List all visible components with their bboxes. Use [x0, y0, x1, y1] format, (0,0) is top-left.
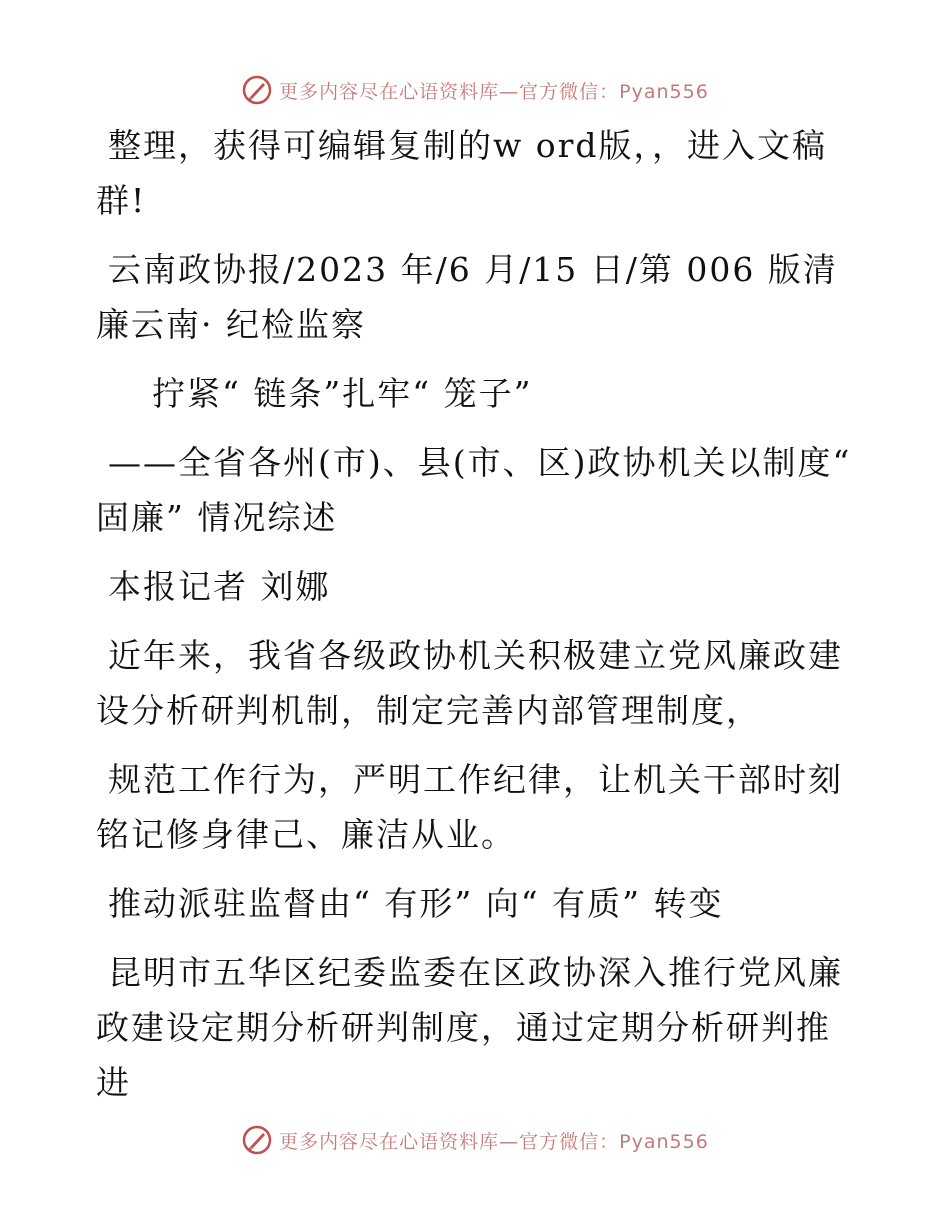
watermark-footer: [0, 1122, 950, 1158]
paragraph-intro: 整理，获得可编辑复制的w ord版，，进入文稿群!: [96, 126, 828, 220]
section-heading: 推动派驻监督由“ 有形” 向“ 有质” 转变: [108, 884, 724, 923]
paragraph-body-1: 近年来，我省各级政协机关积极建立党风廉政建设分析研判机制，制定完善内部管理制度，: [96, 636, 843, 730]
paragraph-body-2: 规范工作行为，严明工作纪律，让机关干部时刻铭记修身律己、廉洁从业。: [96, 760, 843, 854]
article-subtitle: ——全省各州(市)、县(市、区)政协机关以制度“ 固廉” 情况综述: [96, 443, 852, 537]
quill-logo-icon: [241, 1124, 273, 1156]
watermark-text: 更多内容尽在心语资料库—官方微信：Pyan556: [279, 80, 709, 103]
document-body: [96, 118, 856, 1124]
paragraph-body-3: 昆明市五华区纪委监委在区政协深入推行党风廉政建设定期分析研判制度，通过定期分析研判推进: [96, 953, 843, 1102]
watermark-header: [0, 72, 950, 108]
article-title: 拧紧“ 链条”扎牢“ 笼子”: [152, 374, 533, 413]
article-byline: 本报记者 刘娜: [108, 567, 331, 606]
watermark-text: 更多内容尽在心语资料库—官方微信：Pyan556: [279, 1130, 709, 1153]
paragraph-source: 云南政协报/2023 年/6 月/15 日/第 006 版清廉云南· 纪检监察: [96, 250, 838, 344]
quill-logo-icon: [241, 74, 273, 106]
